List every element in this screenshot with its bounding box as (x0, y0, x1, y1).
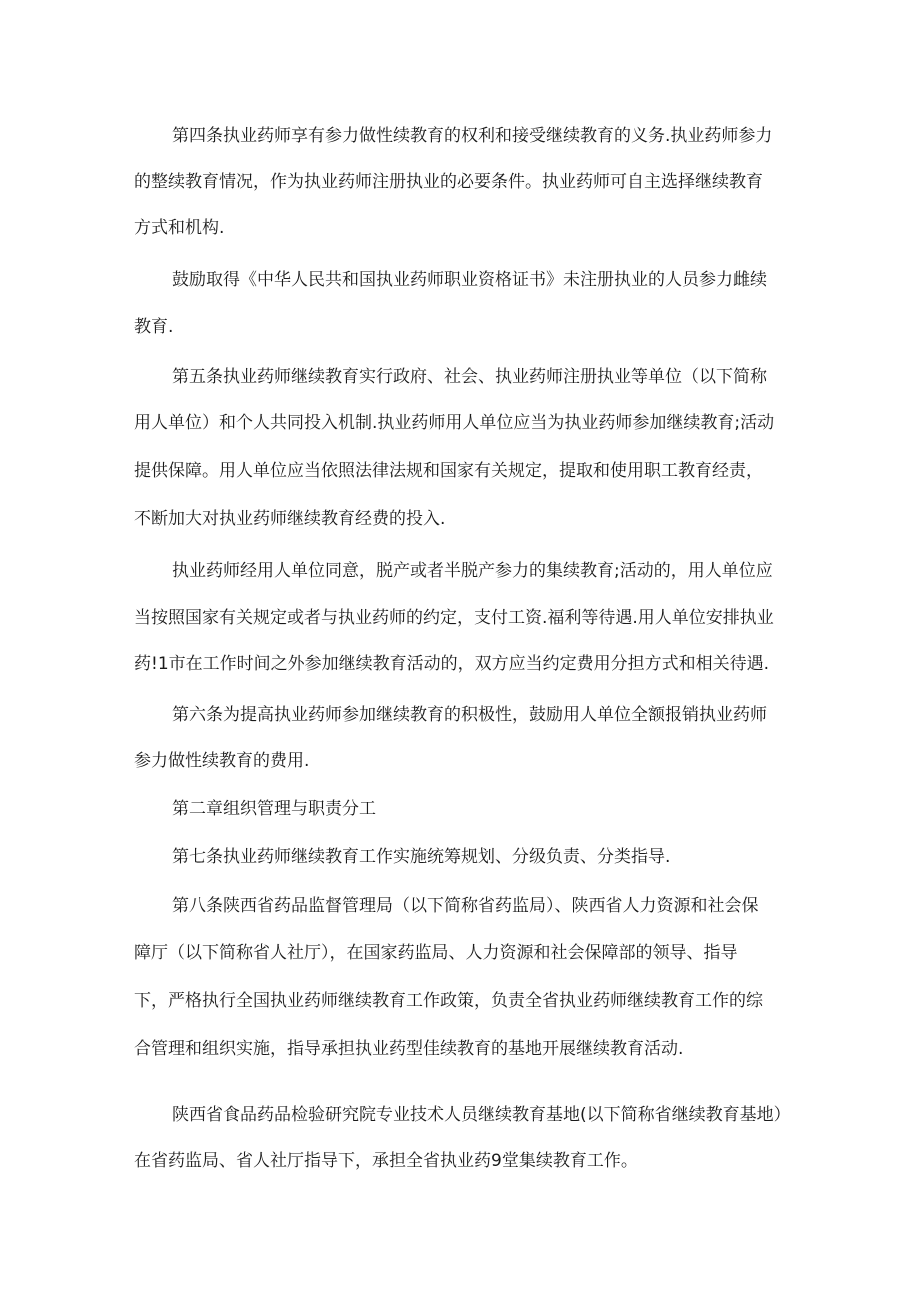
paragraph-2-line-2: 教育. (134, 317, 174, 337)
paragraph-9-line-2: 在省药监局、省人社厅指导下，承担全省执业药9堂集续教育工作。 (134, 1151, 638, 1171)
paragraph-3-line-3: 提供保障。用人单位应当依照法律法规和国家有关规定，提取和使用职工教育经责， (134, 461, 763, 481)
paragraph-4-line-3: 药!1市在工作时间之外参加继续教育活动的，双方应当约定费用分担方式和相关待遇. (134, 654, 770, 674)
paragraph-5-line-2: 参力做性续教育的费用. (134, 751, 310, 771)
paragraph-8-line-4: 合管理和组织实施，指导承担执业药型佳续教育的基地开展继续教育活动. (134, 1039, 684, 1059)
paragraph-5-line-1: 第六条为提高执业药师参加继续教育的积极性，鼓励用人单位全额报销执业药师 (172, 705, 767, 725)
paragraph-3-line-2: 用人单位）和个人共同投入机制.执业药师用人单位应当为执业药师参加继续教育;活动 (134, 413, 775, 433)
paragraph-1-line-2: 的整续教育情况，作为执业药师注册执业的必要条件。执业药师可自主选择继续教育 (134, 172, 763, 192)
paragraph-8-line-1: 第八条陕西省药品监督管理局（以下简称省药监局）、陕西省人力资源和社会保 (172, 896, 759, 916)
paragraph-3-line-1: 第五条执业药师继续教育实行政府、社会、执业药师注册执业等单位（以下简称 (172, 367, 767, 387)
paragraph-3-line-4: 不断加大对执业药师继续教育经费的投入. (134, 509, 446, 529)
paragraph-1-line-3: 方式和机构. (134, 218, 225, 238)
paragraph-8-line-3: 下，严格执行全国执业药师继续教育工作政策，负责全省执业药师继续教育工作的综 (134, 991, 763, 1011)
paragraph-2-line-1: 鼓励取得《中华人民共和国执业药师职业资格证书》未注册执业的人员参力雌续 (172, 270, 767, 290)
chapter-heading: 第二章组织管理与职责分工 (172, 799, 376, 819)
paragraph-8-line-2: 障厅（以下简称省人社厅），在国家药监局、人力资源和社会保障部的领导、指导 (134, 943, 738, 963)
paragraph-1-line-1: 第四条执业药师享有参力做性续教育的权利和接受继续教育的义务.执业药师参力 (172, 126, 773, 146)
paragraph-9-line-1: 陕西省食品药品检验研究院专业技术人员继续教育基地(以下简称省继续教育基地） (172, 1105, 791, 1125)
paragraph-4-line-2: 当按照国家有关规定或者与执业药师的约定，支付工资.福利等待遇.用人单位安排执业 (134, 608, 774, 628)
paragraph-4-line-1: 执业药师经用人单位同意，脱产或者半脱产参力的集续教育;活动的，用人单位应 (172, 561, 773, 581)
paragraph-7-line-1: 第七条执业药师继续教育工作实施统筹规划、分级负责、分类指导. (172, 847, 671, 867)
